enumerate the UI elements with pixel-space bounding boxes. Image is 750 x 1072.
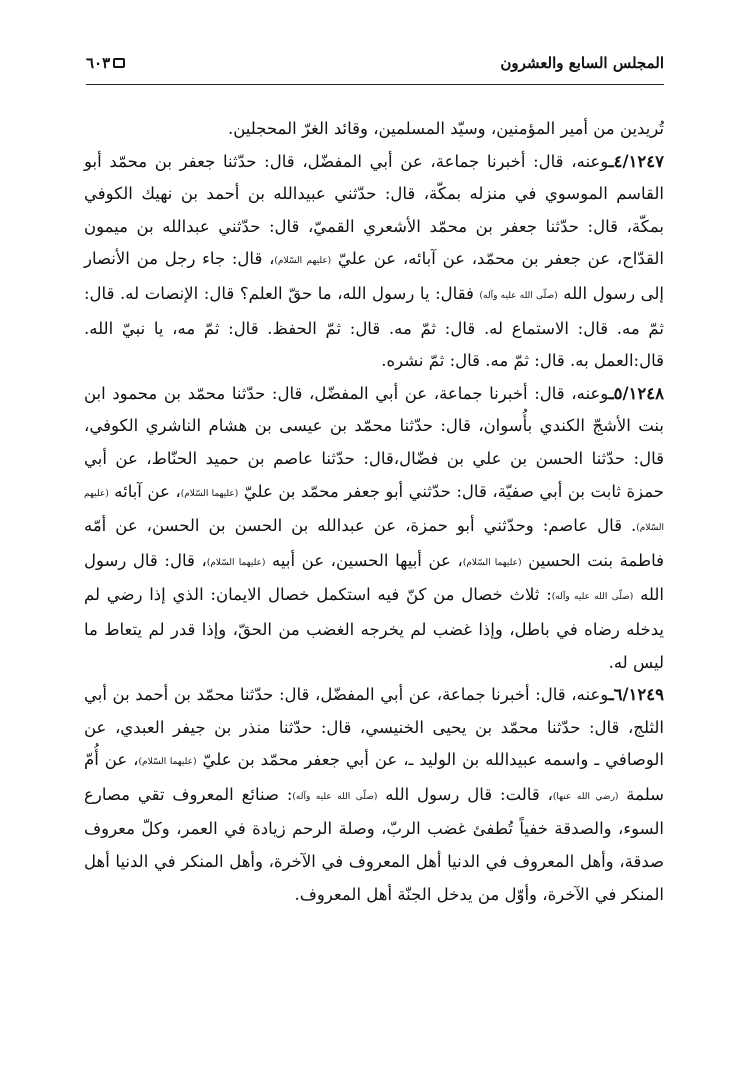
page-number: ٦٠٣ bbox=[86, 54, 111, 72]
honorific: (عليهما السّلام) bbox=[180, 488, 239, 499]
paragraph-continuation bbox=[84, 113, 664, 146]
text-run: ، عن أُمّ سلمة bbox=[84, 750, 664, 804]
honorific: (عليهم السّلام) bbox=[274, 256, 332, 267]
running-header bbox=[86, 48, 664, 78]
text-run: فقال: يا رسول الله، ما حقّ العلم؟ قال: الإنصات له. قال: ثمّ مه. قال: الاستماع له. قال: ثمّ مه. قال: ثمّ الحفظ. قال: ثمّ مه، يا نبيّ الله. قال:العمل به. قال: ثمّ مه. قال: ثمّ نشره. bbox=[84, 283, 664, 371]
hadith-1247 bbox=[84, 146, 664, 378]
main-text bbox=[84, 113, 664, 911]
chapter-title: المجلس السابع والعشرون bbox=[500, 54, 664, 72]
text-run: ، قال: جاء رجل من الأنصار إلى رسول الله bbox=[84, 249, 664, 303]
text-run: وعنه، قال: أخبرنا جماعة، عن أبي المفضّل، قال: حدّثنا جعفر بن محمّد أبو القاسم الموسوي في منزله بمكّة، قال: حدّثني عبيدالله بن أحمد بن نهيك الكوفي بمكّة، قال: حدّثنا جعفر بن محمّد الأشعري القميّ، قال: حدّثني عبدالله بن ميمون القدّاح، عن جعفر بن محمّد، عن آبائه، عن عليّ bbox=[84, 151, 665, 269]
text-run: ، عن أبيها الحسين، عن أبيه bbox=[265, 550, 463, 570]
honorific: (عليهم السّلام) bbox=[84, 488, 664, 534]
honorific: (عليهما السّلام) bbox=[206, 557, 266, 568]
honorific: (صلّى الله عليه وآله) bbox=[479, 290, 558, 301]
hadith-number: ٥/١٢٤٨ـ bbox=[608, 383, 664, 403]
hadith-1249 bbox=[84, 679, 664, 911]
text-run: . قال عاصم: وحدّثني أبو حمزة، عن عبدالله بن الحسن بن الحسن، عن أمّه فاطمة بنت الحسين bbox=[84, 516, 665, 570]
honorific: (صلّى الله عليه وآله) bbox=[292, 791, 378, 802]
text-run: وعنه، قال: أخبرنا جماعة، عن أبي المفضّل، قال: حدّثنا محمّد بن أحمد بن أبي الثلج، قال: حدّثنا محمّد بن يحيى الخنيسي، قال: حدّثنا منذر بن جيفر العبدي، عن الوصافي ـ واسمه عبيدالله بن الوليد ـ، عن أبي جعفر محمّد بن عليّ bbox=[84, 685, 664, 770]
hadith-1248 bbox=[84, 378, 664, 679]
text-run: ، قال: قال رسول الله bbox=[84, 550, 664, 605]
hadith-number: ٦/١٢٤٩ـ bbox=[608, 685, 664, 705]
text-run: ، قالت: قال رسول الله bbox=[377, 784, 553, 804]
text-run: ، عن آبائه bbox=[108, 481, 181, 501]
honorific: (رضي الله عنها) bbox=[552, 791, 619, 802]
text-run: تُريدين من أمير المؤمنين، وسيّد المسلمين، وقائد الغرّ المحجلين. bbox=[227, 119, 664, 138]
honorific: (صلّى الله عليه وآله) bbox=[551, 592, 634, 603]
page-marker-icon bbox=[113, 58, 125, 68]
honorific: (عليهما السّلام) bbox=[138, 757, 197, 768]
text-run: : ثلاث خصال من كنّ فيه استكمل خصال الايمان: الذي إذا رضي لم يدخله رضاه في باطل، وإذا غضب لم يخرجه الغضب من الحقّ، وإذا قدر لم يتعاط ما ليس له. bbox=[84, 585, 664, 672]
text-run: : صنائع المعروف تقي مصارع السوء، والصدقة خفياً تُطفئ غضب الربّ، وصلة الرحم زيادة في العمر، وكلّ معروف صدقة، وأهل المعروف في الدنيا أهل المعروف في الآخرة، وأهل المنكر في الدنيا أهل المنكر في الآخرة، وأوّل من يدخل الجنّة أهل المعروف. bbox=[84, 784, 664, 904]
text-run: وعنه، قال: أخبرنا جماعة، عن أبي المفضّل، قال: حدّثنا محمّد بن محمود ابن بنت الأشجّ الكندي بأُسوان، قال: حدّثنا محمّد بن عيسى بن هشام الناشري الكوفي، قال: حدّثنا الحسن بن علي بن فضّال،قال: حدّثنا عاصم بن حميد الحنّاط، عن أبي حمزة ثابت بن أبي صفيّة، قال: حدّثني أبو جعفر محمّد بن عليّ bbox=[84, 383, 664, 501]
hadith-number: ٤/١٢٤٧ـ bbox=[608, 151, 664, 171]
header-divider bbox=[86, 84, 664, 85]
page-number-group bbox=[86, 54, 125, 72]
honorific: (عليهما السّلام) bbox=[462, 557, 522, 568]
